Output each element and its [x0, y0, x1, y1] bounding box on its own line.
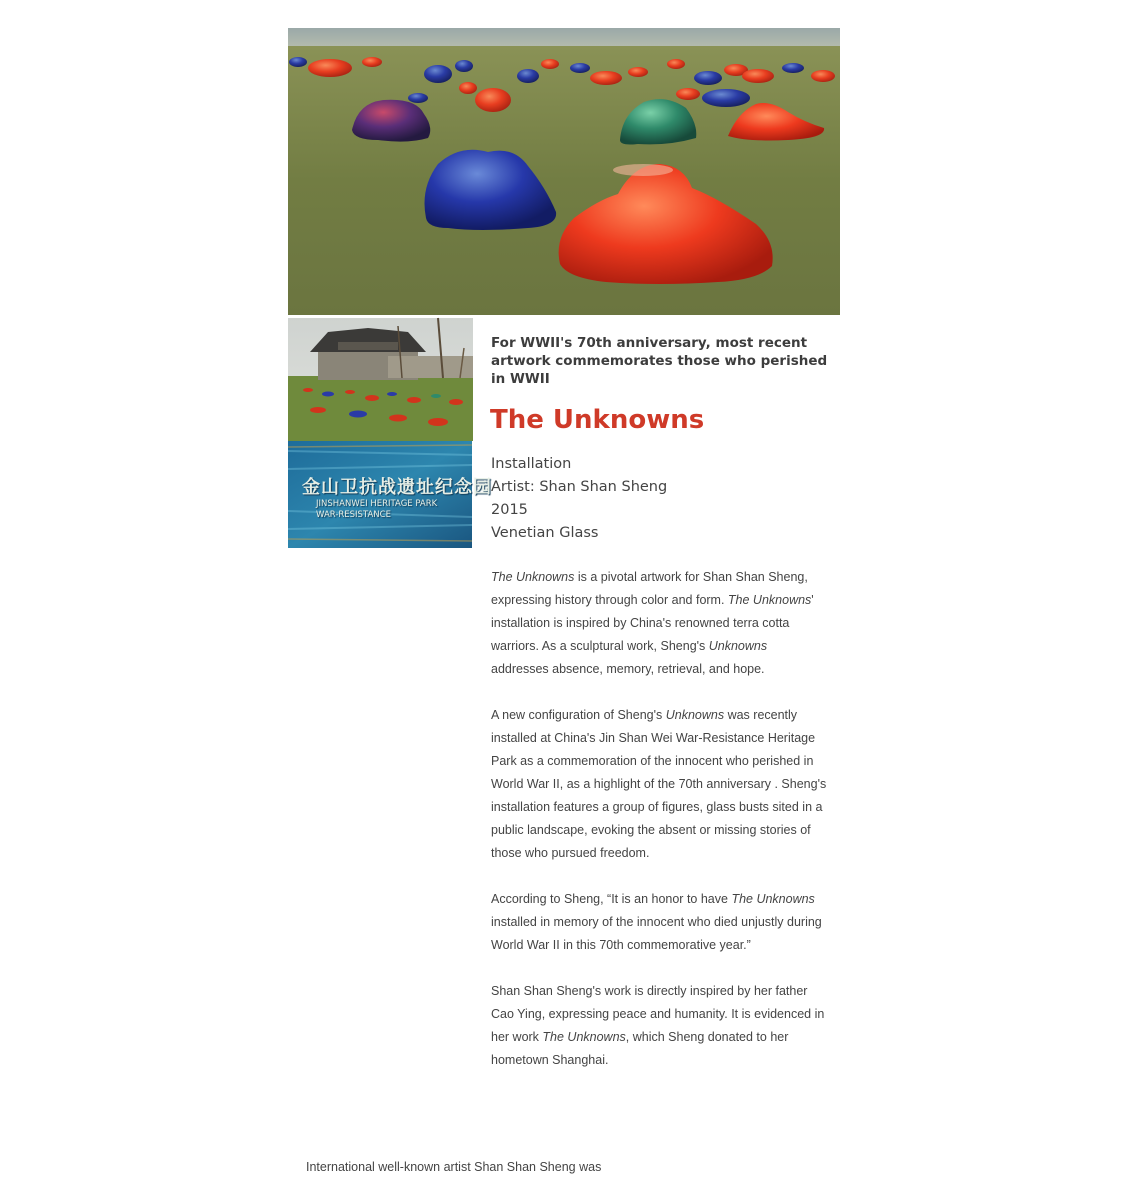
- text-run: addresses absence, memory, retrieval, and hope.: [491, 662, 765, 676]
- photo-park-illustration: [288, 318, 473, 441]
- sign-lettering: [302, 473, 492, 521]
- sign-english-line-1: JINSHANWEI HERITAGE PARK: [316, 499, 438, 509]
- hero-photo-glass-busts-on-lawn: [288, 28, 840, 315]
- sign-english-line-2: WAR-RESISTANCE: [316, 510, 391, 520]
- text-run: , which Sheng donated to her hometown Shanghai.: [491, 1030, 789, 1067]
- italic-title-run: The Unknowns: [731, 892, 815, 906]
- photo-installation-park-building: [288, 318, 473, 441]
- text-run: installed in memory of the innocent who died unjustly during World War II in this 70th commemorative year.”: [491, 915, 822, 952]
- text-run: ' installation is inspired by China's renowned terra cotta warriors. As a sculptural work, Sheng's: [491, 593, 814, 653]
- artwork-title: The Unknowns: [490, 405, 705, 435]
- artwork-year: 2015: [491, 502, 528, 518]
- text-run: Shan Shan Sheng's work is directly inspired by her father Cao Ying, expressing peace and humanity. It is evidenced in her work: [491, 984, 825, 1044]
- text-run: A new configuration of Sheng's: [491, 708, 666, 722]
- artwork-material: Venetian Glass: [491, 525, 599, 541]
- photo-heritage-park-sign: [288, 441, 492, 548]
- article-body: [491, 566, 827, 1095]
- body-paragraph: [491, 566, 827, 681]
- text-run: According to Sheng, “It is an honor to have: [491, 892, 732, 906]
- body-paragraph: [491, 888, 827, 957]
- artwork-details-list: [491, 453, 831, 545]
- sign-chinese-text: 金山卫抗战遗址纪念园: [302, 477, 492, 498]
- italic-title-run: Unknowns: [665, 708, 725, 722]
- text-run: was recently installed at China's Jin Shan Wei War-Resistance Heritage Park as a commemoration of the innocent who perished in World War II, as a highlight of the 70th anniversary . Sheng's installation features a group of figures, glass busts sited in a public landscape, evoking the absent or missing stories of those who pursued freedom.: [491, 708, 827, 860]
- body-paragraph: [491, 704, 827, 865]
- artwork-medium-type: Installation: [491, 456, 572, 472]
- artwork-artist: Artist: Shan Shan Sheng: [491, 479, 668, 495]
- italic-title-run: The Unknowns: [542, 1030, 626, 1044]
- continued-text-line: International well-known artist Shan Shan Sheng was: [306, 1160, 602, 1174]
- text-run: is a pivotal artwork for Shan Shan Sheng, expressing history through color and form.: [491, 570, 808, 607]
- article-headline: For WWII's 70th anniversary, most recent artwork commemorates those who perished in WWII: [491, 335, 828, 387]
- italic-title-run: Unknowns: [708, 639, 768, 653]
- italic-title-run: The Unknowns: [491, 570, 575, 584]
- hero-photo-illustration: [288, 28, 840, 315]
- italic-title-run: The Unknowns: [727, 593, 812, 607]
- body-paragraph: [491, 980, 827, 1072]
